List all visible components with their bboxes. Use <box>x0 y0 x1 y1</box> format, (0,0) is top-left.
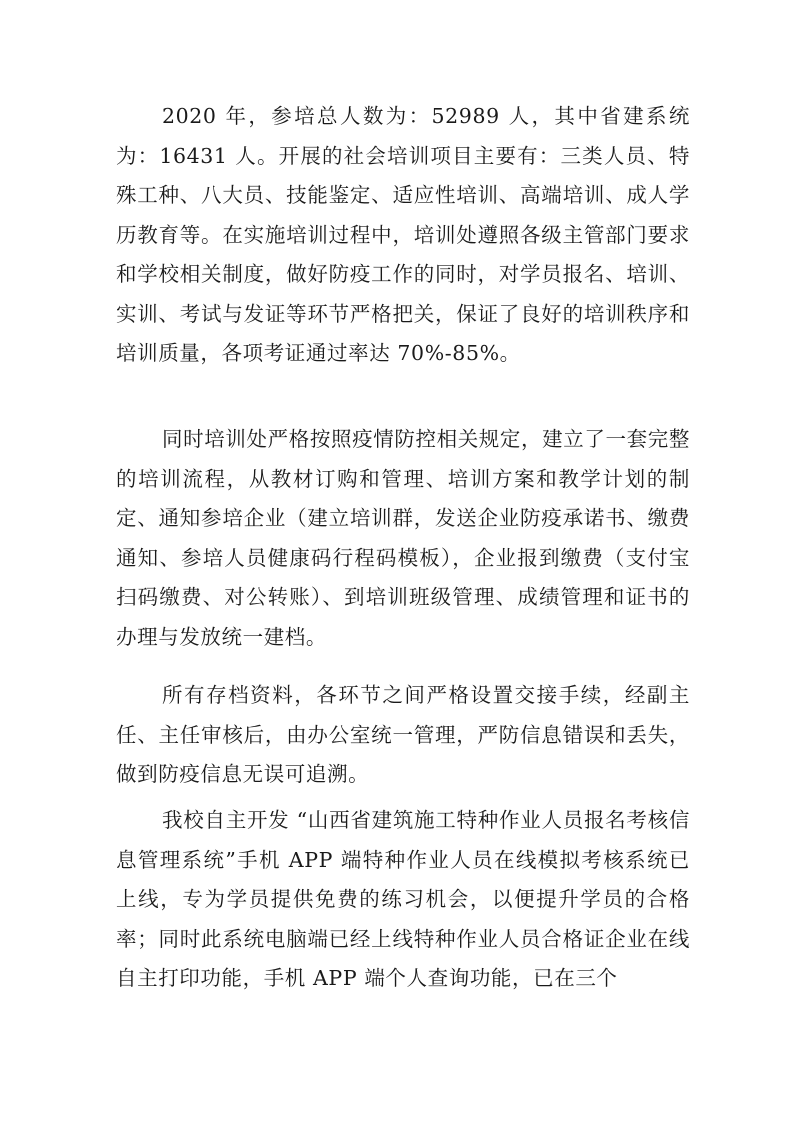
paragraph-training-statistics: 2020 年，参培总人数为：52989 人，其中省建系统为：16431 人。开展的社会培训项目主要有：三类人员、特殊工种、八大员、技能鉴定、适应性培训、高端培训、成人学历教育等。在实施培训过程中，培训处遵照各级主管部门要求和学校相关制度，做好防疫工作的同时，对学员报名、培训、实训、考试与发证等环节严格把关，保证了良好的培训秩序和培训质量，各项考证通过率达 70%-85%。 <box>116 104 690 365</box>
paragraph-app-system: 我校自主开发 “山西省建筑施工特种作业人员报名考核信息管理系统”手机 APP 端特种作业人员在线模拟考核系统已上线，专为学员提供免费的练习机会，以便提升学员的合格率；同时此系统电脑端已经上线特种作业人员合格证企业在线自主打印功能，手机 APP 端个人查询功能，已在三个 <box>116 808 690 990</box>
paragraph-archive-management: 所有存档资料，各环节之间严格设置交接手续，经副主任、主任审核后，由办公室统一管理，严防信息错误和丢失，做到防疫信息无误可追溯。 <box>116 683 690 786</box>
paragraph-training-workflow: 同时培训处严格按照疫情防控相关规定，建立了一套完整的培训流程，从教材订购和管理、培训方案和教学计划的制定、通知参培企业（建立培训群，发送企业防疫承诺书、缴费通知、参培人员健康码行程码模板），企业报到缴费（支付宝扫码缴费、对公转账）、到培训班级管理、成绩管理和证书的办理与发放统一建档。 <box>116 427 690 649</box>
